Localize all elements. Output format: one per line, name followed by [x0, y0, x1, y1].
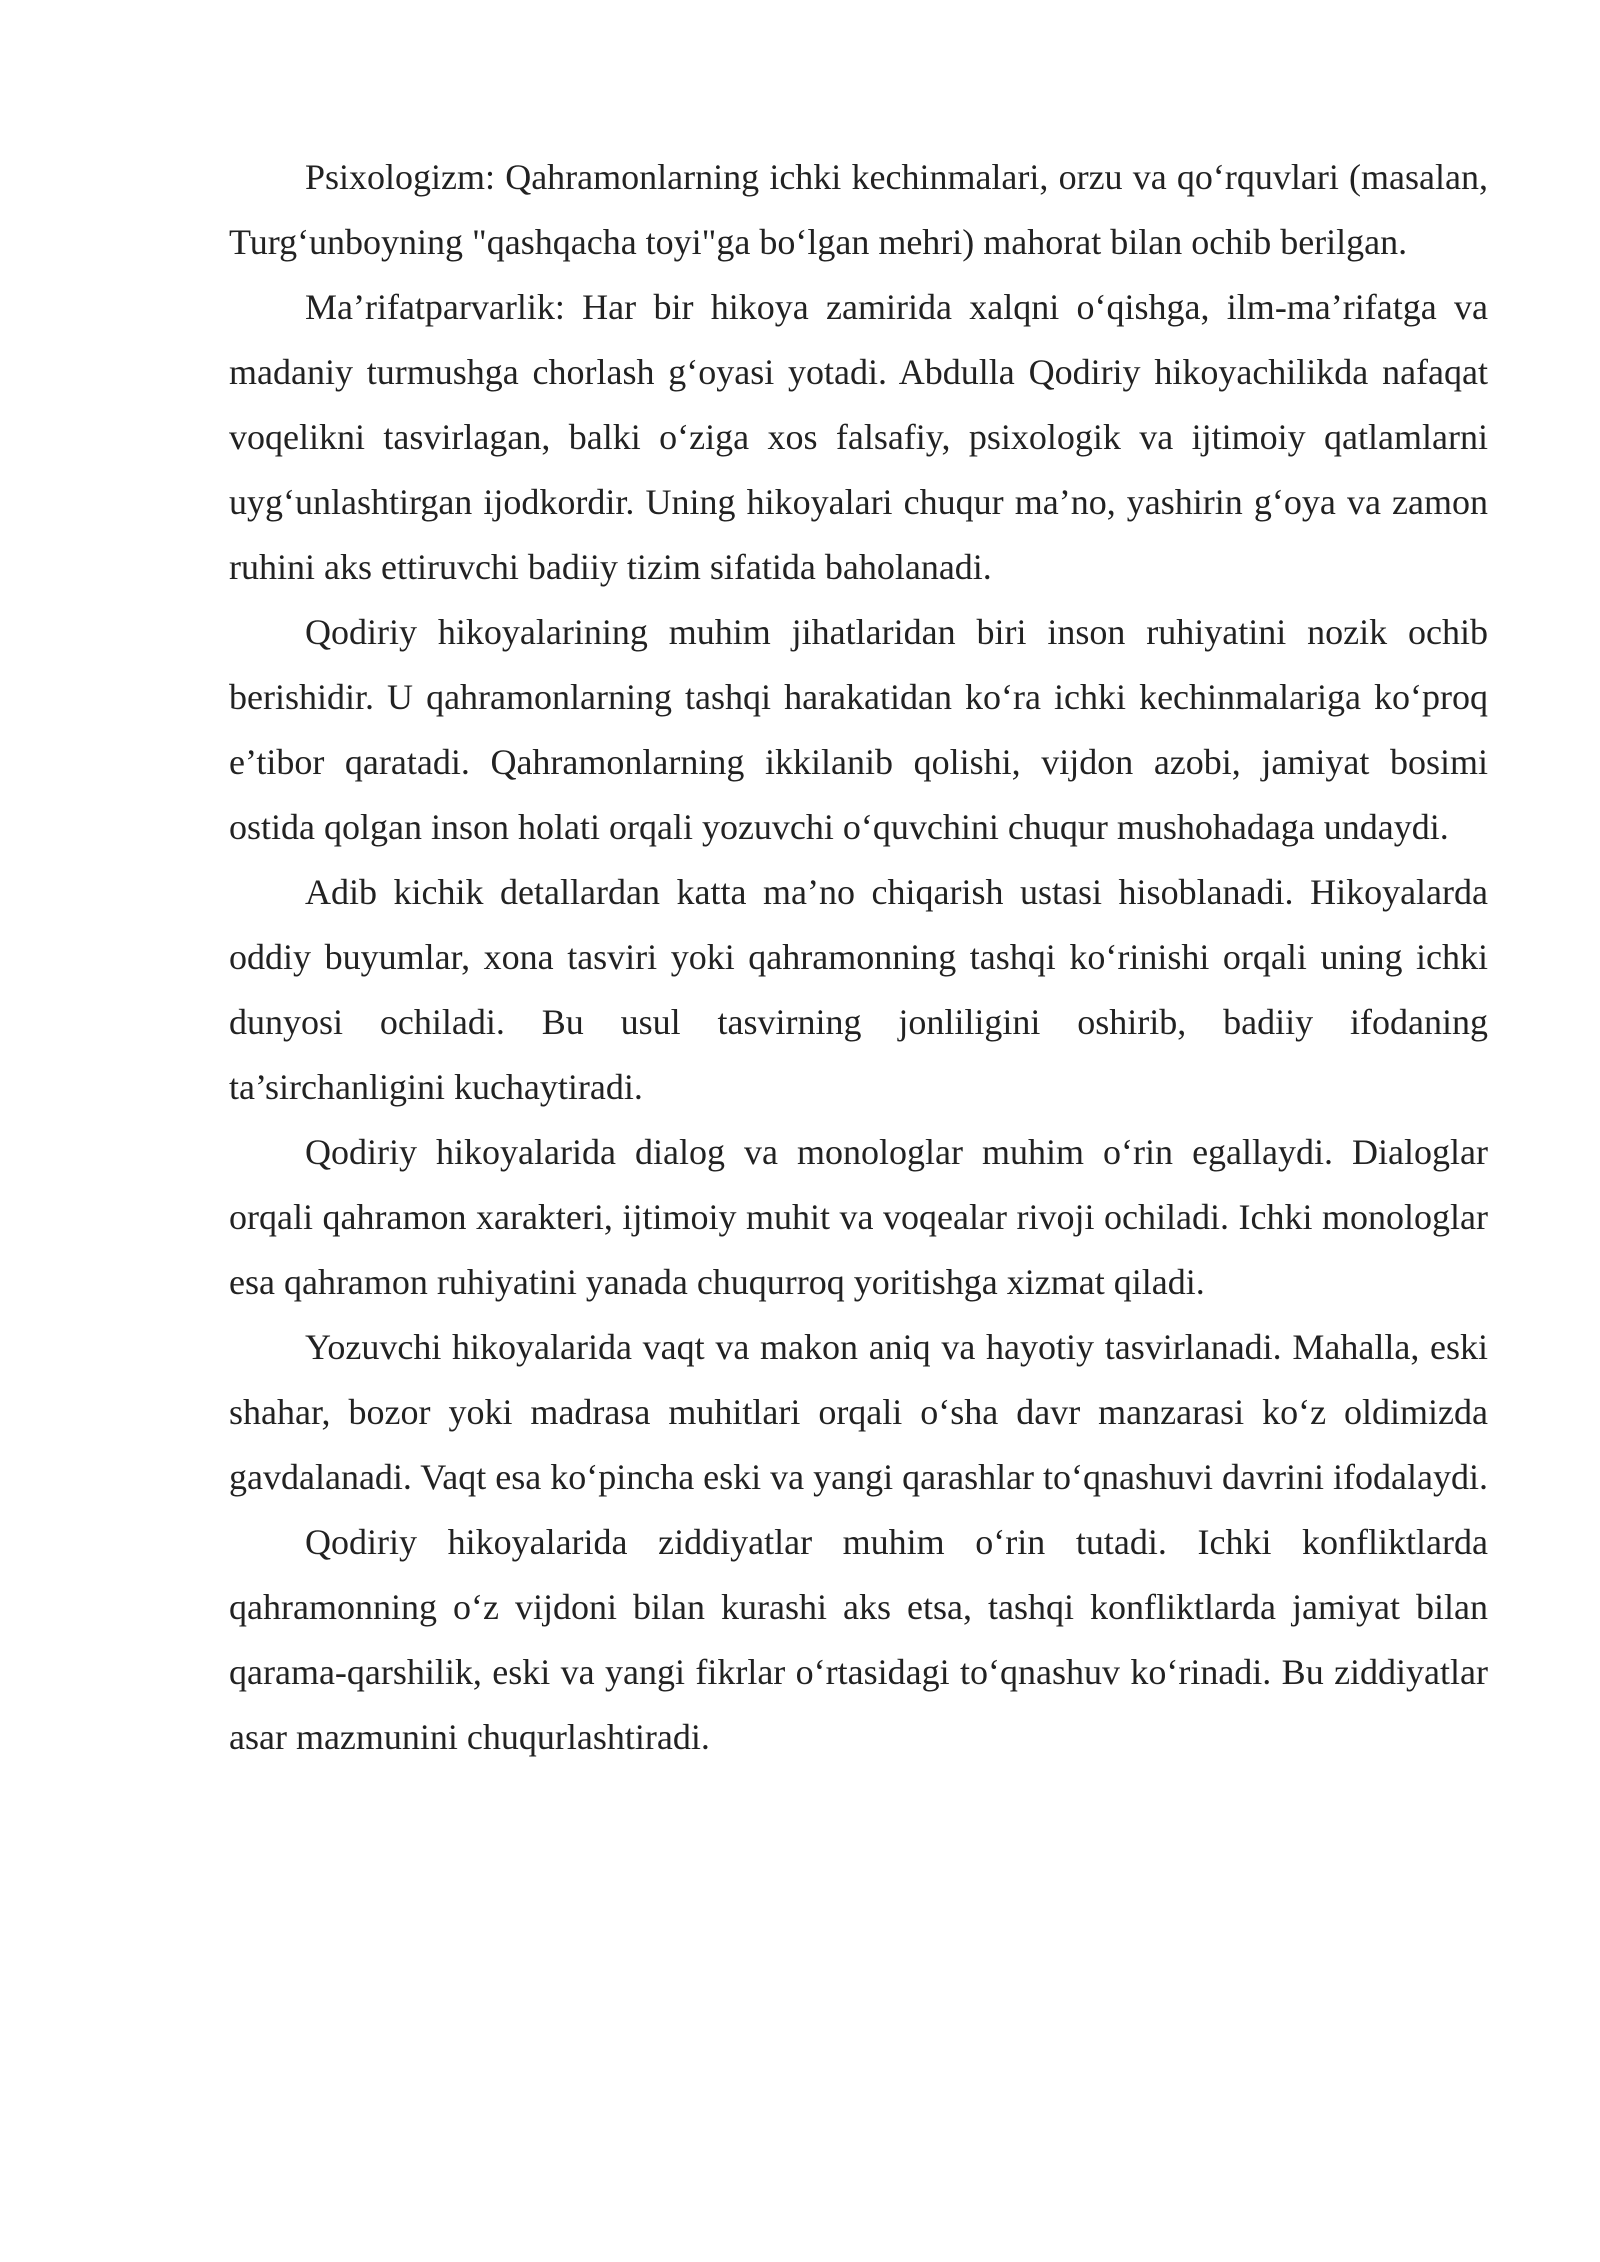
paragraph-ziddiyatlar: Qodiriy hikoyalarida ziddiyatlar muhim o‘rin tutadi. Ichki konfliktlarda qahramonning o‘z vijdoni bilan kurashi aks etsa, tashqi konfliktlarda jamiyat bilan qarama-qarshilik, eski va yangi fikrlar o‘rtasidagi to‘qnashuv ko‘rinadi. Bu ziddiyatlar asar mazmunini chuqurlashtiradi.: [229, 1522, 1488, 1757]
document-body: [229, 145, 1488, 1770]
paragraph-detallar: Adib kichik detallardan katta ma’no chiqarish ustasi hisoblanadi. Hikoyalarda oddiy buyumlar, xona tasviri yoki qahramonning tashqi ko‘rinishi orqali uning ichki dunyosi ochiladi. Bu usul tasvirning jonliligini oshirib, badiiy ifodaning ta’sirchanligini kuchaytiradi.: [229, 872, 1488, 1107]
paragraph-dialog-monolog: Qodiriy hikoyalarida dialog va monologlar muhim o‘rin egallaydi. Dialoglar orqali qahramon xarakteri, ijtimoiy muhit va voqealar rivoji ochiladi. Ichki monologlar esa qahramon ruhiyatini yanada chuqurroq yoritishga xizmat qiladi.: [229, 1132, 1488, 1302]
paragraph-marifatparvarlik: Ma’rifatparvarlik: Har bir hikoya zamirida xalqni o‘qishga, ilm-ma’rifatga va madaniy turmushga chorlash g‘oyasi yotadi. Abdulla Qodiriy hikoyachilikda nafaqat voqelikni tasvirlagan, balki o‘ziga xos falsafiy, psixologik va ijtimoiy qatlamlarni uyg‘unlashtirgan ijodkordir. Uning hikoyalari chuqur ma’no, yashirin g‘oya va zamon ruhini aks ettiruvchi badiiy tizim sifatida baholanadi.: [229, 287, 1488, 587]
paragraph-vaqt-makon: Yozuvchi hikoyalarida vaqt va makon aniq va hayotiy tasvirlanadi. Mahalla, eski shahar, bozor yoki madrasa muhitlari orqali o‘sha davr manzarasi ko‘z oldimizda gavdalanadi. Vaqt esa ko‘pincha eski va yangi qarashlar to‘qnashuvi davrini ifodalaydi.: [229, 1327, 1488, 1497]
paragraph-psixologizm: Psixologizm: Qahramonlarning ichki kechinmalari, orzu va qo‘rquvlari (masalan, Turg‘unboyning "qashqacha toyi"ga bo‘lgan mehri) mahorat bilan ochib berilgan.: [229, 157, 1488, 262]
paragraph-ruhiyat: Qodiriy hikoyalarining muhim jihatlaridan biri inson ruhiyatini nozik ochib berishidir. U qahramonlarning tashqi harakatidan ko‘ra ichki kechinmalariga ko‘proq e’tibor qaratadi. Qahramonlarning ikkilanib qolishi, vijdon azobi, jamiyat bosimi ostida qolgan inson holati orqali yozuvchi o‘quvchini chuqur mushohadaga undaydi.: [229, 612, 1488, 847]
